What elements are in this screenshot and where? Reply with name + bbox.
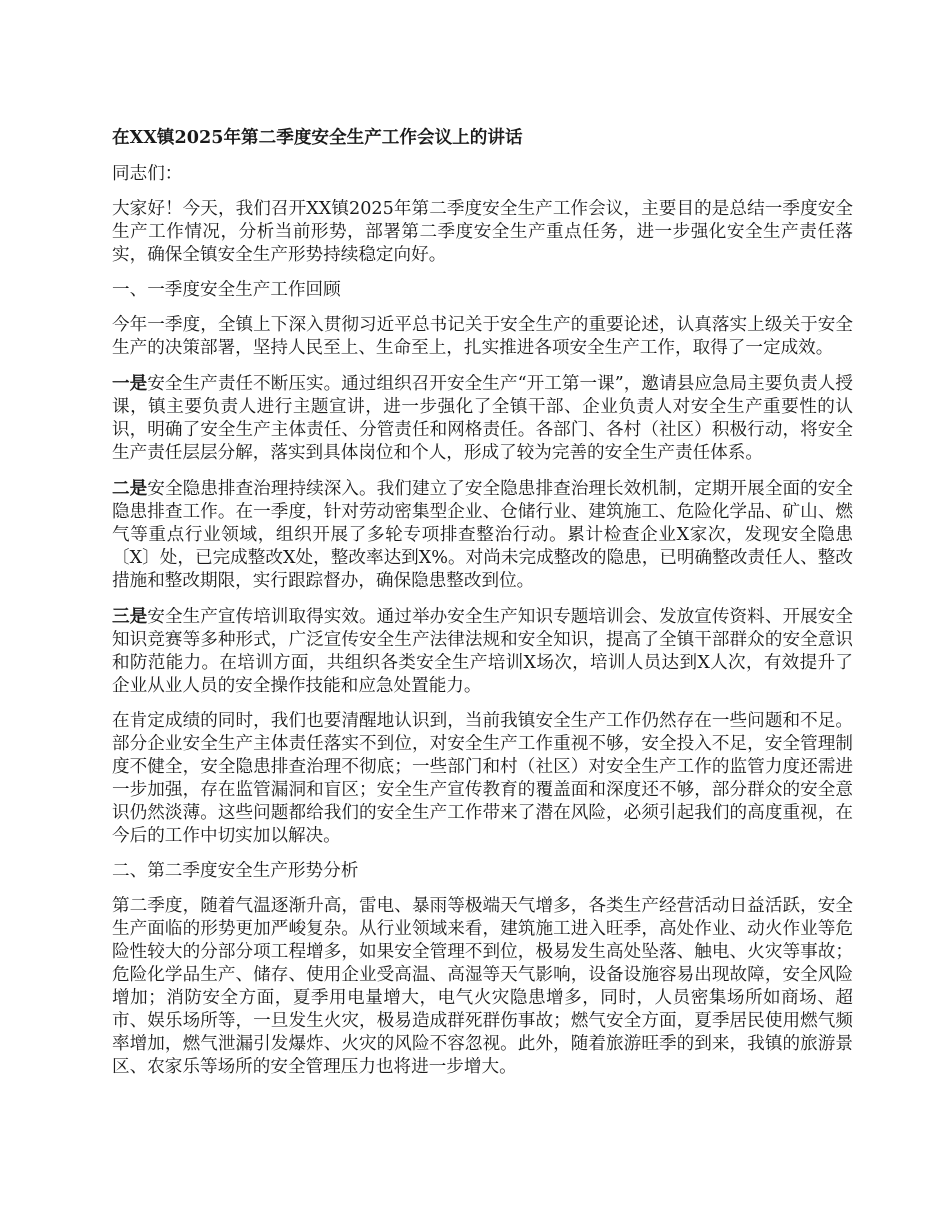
intro-paragraph: 大家好！今天，我们召开XX镇2025年第二季度安全生产工作会议，主要目的是总结一季度安全生产工作情况，分析当前形势，部署第二季度安全生产重点任务，进一步强化安全生产责任落实，确保全镇安全生产形势持续稳定向好。 xyxy=(112,199,853,265)
problems-paragraph: 在肯定成绩的同时，我们也要清醒地认识到，当前我镇安全生产工作仍然存在一些问题和不足。部分企业安全生产主体责任落实不到位，对安全生产工作重视不够，安全投入不足，安全管理制度不健全，安全隐患排查治理不彻底；一些部门和村（社区）对安全生产工作的监管力度还需进一步加强，存在监管漏洞和盲区；安全生产宣传教育的覆盖面和深度还不够，部分群众的安全意识仍然淡薄。这些问题都给我们的安全生产工作带来了潜在风险，必须引起我们的高度重视，在今后的工作中切实加以解决。 xyxy=(112,711,853,846)
document-page xyxy=(112,126,853,1091)
section-heading-1: 一、一季度安全生产工作回顾 xyxy=(112,280,341,300)
document-title: 在XX镇2025年第二季度安全生产工作会议上的讲话 xyxy=(112,127,523,148)
section2-body: 第二季度，随着气温逐渐升高，雷电、暴雨等极端天气增多，各类生产经营活动日益活跃，安全生产面临的形势更加严峻复杂。从行业领域来看，建筑施工进入旺季，高处作业、动火作业等危险性较大的分部分项工程增多，如果安全管理不到位，极易发生高处坠落、触电、火灾等事故；危险化学品生产、储存、使用企业受高温、高湿等天气影响，设备设施容易出现故障，安全风险增加；消防安全方面，夏季用电量增大，电气火灾隐患增多，同时，人员密集场所如商场、超市、娱乐场所等，一旦发生火灾，极易造成群死群伤事故；燃气安全方面，夏季居民使用燃气频率增加，燃气泄漏引发爆炸、火灾的风险不容忽视。此外，随着旅游旺季的到来，我镇的旅游景区、农家乐等场所的安全管理压力也将进一步增大。 xyxy=(112,896,853,1077)
section1-summary: 今年一季度，全镇上下深入贯彻习近平总书记关于安全生产的重要论述，认真落实上级关于安全生产的决策部署，坚持人民至上、生命至上，扎实推进各项安全生产工作，取得了一定成效。 xyxy=(112,315,853,358)
point-paragraph xyxy=(112,477,853,593)
point-lead: 一是 xyxy=(112,373,148,394)
point-lead: 二是 xyxy=(112,478,148,499)
point-paragraph xyxy=(112,372,853,465)
salutation: 同志们： xyxy=(112,164,183,184)
point-paragraph xyxy=(112,605,853,698)
point-lead: 三是 xyxy=(112,606,148,627)
point-text: 安全生产宣传培训取得实效。通过举办安全生产知识专题培训会、发放宣传资料、开展安全知识竞赛等多种形式，广泛宣传安全生产法律法规和安全知识，提高了全镇干部群众的安全意识和防范能力。在培训方面，共组织各类安全生产培训X场次，培训人员达到X人次，有效提升了企业从业人员的安全操作技能和应急处置能力。 xyxy=(112,607,853,696)
point-text: 安全生产责任不断压实。通过组织召开安全生产“开工第一课”，邀请县应急局主要负责人授课，镇主要负责人进行主题宣讲，进一步强化了全镇干部、企业负责人对安全生产重要性的认识，明确了安全生产主体责任、分管责任和网格责任。各部门、各村（社区）积极行动，将安全生产责任层层分解，落实到具体岗位和个人，形成了较为完善的安全生产责任体系。 xyxy=(112,374,853,463)
section-heading-2: 二、第二季度安全生产形势分析 xyxy=(112,861,359,881)
point-text: 安全隐患排查治理持续深入。我们建立了安全隐患排查治理长效机制，定期开展全面的安全隐患排查工作。在一季度，针对劳动密集型企业、仓储行业、建筑施工、危险化学品、矿山、燃气等重点行业领域，组织开展了多轮专项排查整治行动。累计检查企业X家次，发现安全隐患〔X〕处，已完成整改X处，整改率达到X%。对尚未完成整改的隐患，已明确整改责任人、整改措施和整改期限，实行跟踪督办，确保隐患整改到位。 xyxy=(112,479,853,591)
